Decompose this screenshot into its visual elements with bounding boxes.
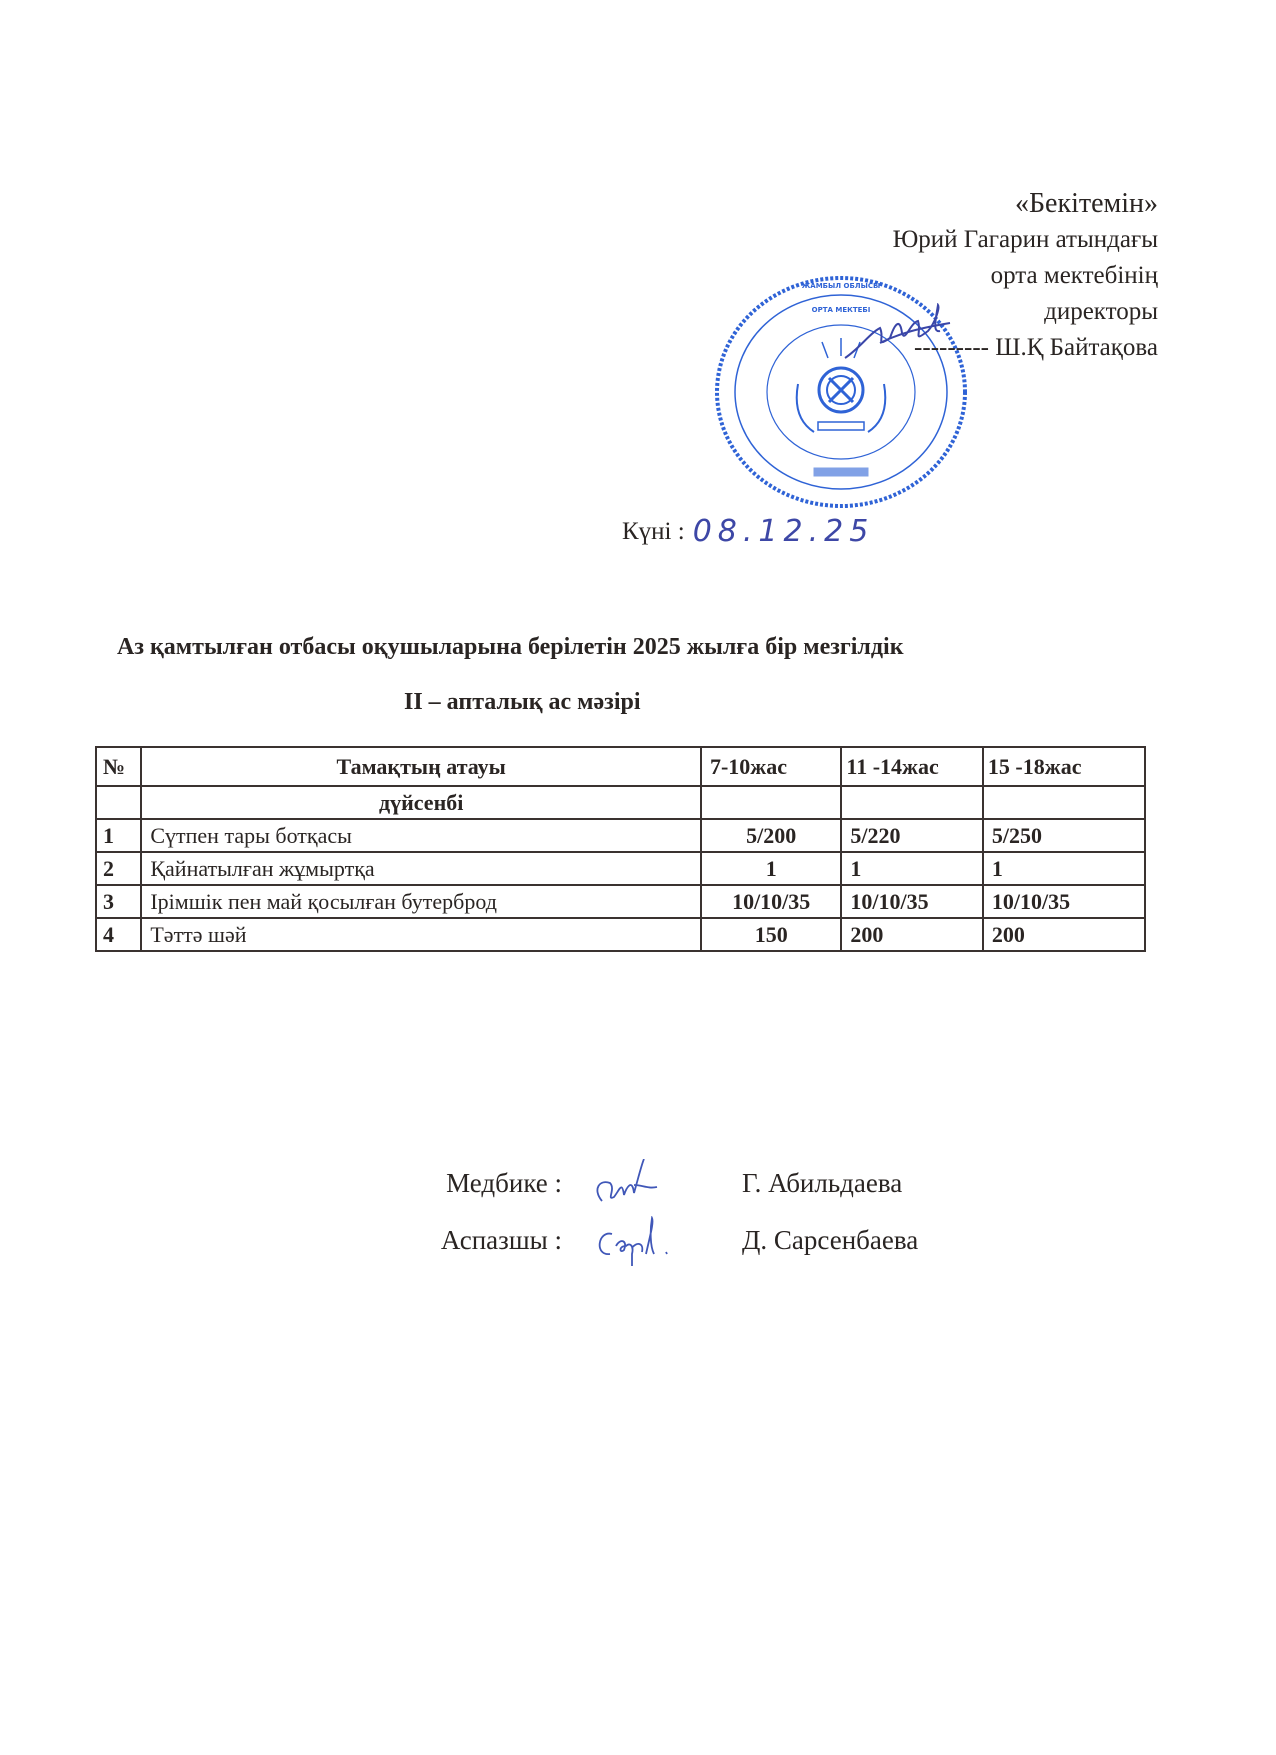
row-dish-name: Қайнатылған жұмыртқа [141, 852, 701, 885]
stamp-outer-lettering: ЖАМБЫЛ ОБЛЫСЫ [801, 282, 881, 290]
date-label: Күні : [622, 517, 685, 545]
row-portion-11-14: 5/220 [841, 819, 983, 852]
row-portion-15-18: 1 [983, 852, 1145, 885]
header-age-7-10: 7-10жас [701, 747, 841, 786]
approval-block [893, 186, 1158, 366]
table-header-row [96, 747, 1145, 786]
header-number: № [96, 747, 141, 786]
row-number: 4 [96, 918, 141, 951]
row-portion-15-18: 10/10/35 [983, 885, 1145, 918]
day-empty-cell [701, 786, 841, 819]
signatures-block [412, 1155, 918, 1269]
header-dish-name: Тамақтың атауы [141, 747, 701, 786]
table-row [96, 885, 1145, 918]
row-portion-7-10: 1 [701, 852, 841, 885]
day-empty-cell [983, 786, 1145, 819]
table-row [96, 918, 1145, 951]
header-age-11-14: 11 -14жас [841, 747, 983, 786]
table-row [96, 819, 1145, 852]
row-number: 2 [96, 852, 141, 885]
row-portion-7-10: 5/200 [701, 819, 841, 852]
day-number-cell [96, 786, 141, 819]
approval-title: «Бекітемін» [1014, 188, 1158, 219]
signature-row-cook [412, 1212, 918, 1269]
document-subtitle: II – апталық ас мәзірі [404, 689, 641, 715]
signature-row-nurse [412, 1155, 918, 1212]
day-empty-cell [841, 786, 983, 819]
row-portion-11-14: 10/10/35 [841, 885, 983, 918]
row-dish-name: Тәттә шәй [141, 918, 701, 951]
row-portion-11-14: 1 [841, 852, 983, 885]
row-portion-7-10: 150 [701, 918, 841, 951]
row-portion-15-18: 5/250 [983, 819, 1145, 852]
approval-line-position: директоры [1044, 298, 1158, 325]
table-day-row [96, 786, 1145, 819]
table-row [96, 852, 1145, 885]
row-number: 3 [96, 885, 141, 918]
row-dish-name: Ірімшік пен май қосылған бутерброд [141, 885, 701, 918]
director-signature-line: --------- Ш.Қ Байтақова [914, 334, 1158, 361]
day-name-cell: дүйсенбі [141, 786, 701, 819]
cook-signature-icon [562, 1216, 732, 1266]
date-row [622, 514, 874, 549]
header-age-15-18: 15 -18жас [983, 747, 1145, 786]
cook-name: Д. Сарсенбаева [742, 1225, 919, 1255]
row-portion-7-10: 10/10/35 [701, 885, 841, 918]
document-title: Аз қамтылған отбасы оқушыларына берілетін 2025 жылға бір мезгілдік [117, 634, 904, 660]
stamp-inner-lettering: ОРТА МЕКТЕБІ [811, 306, 871, 314]
row-dish-name: Сүтпен тары ботқасы [141, 819, 701, 852]
row-portion-15-18: 200 [983, 918, 1145, 951]
date-value: 08.12.25 [692, 514, 875, 549]
nurse-signature-icon [562, 1159, 732, 1209]
row-number: 1 [96, 819, 141, 852]
nurse-name: Г. Абильдаева [742, 1168, 903, 1198]
menu-table [95, 746, 1146, 952]
approval-line-school: Юрий Гагарин атындағы [892, 226, 1158, 253]
approval-line-school-type: орта мектебінің [990, 262, 1158, 289]
row-portion-11-14: 200 [841, 918, 983, 951]
cook-role-label: Аспазшы : [440, 1225, 562, 1255]
nurse-role-label: Медбике : [446, 1168, 562, 1198]
